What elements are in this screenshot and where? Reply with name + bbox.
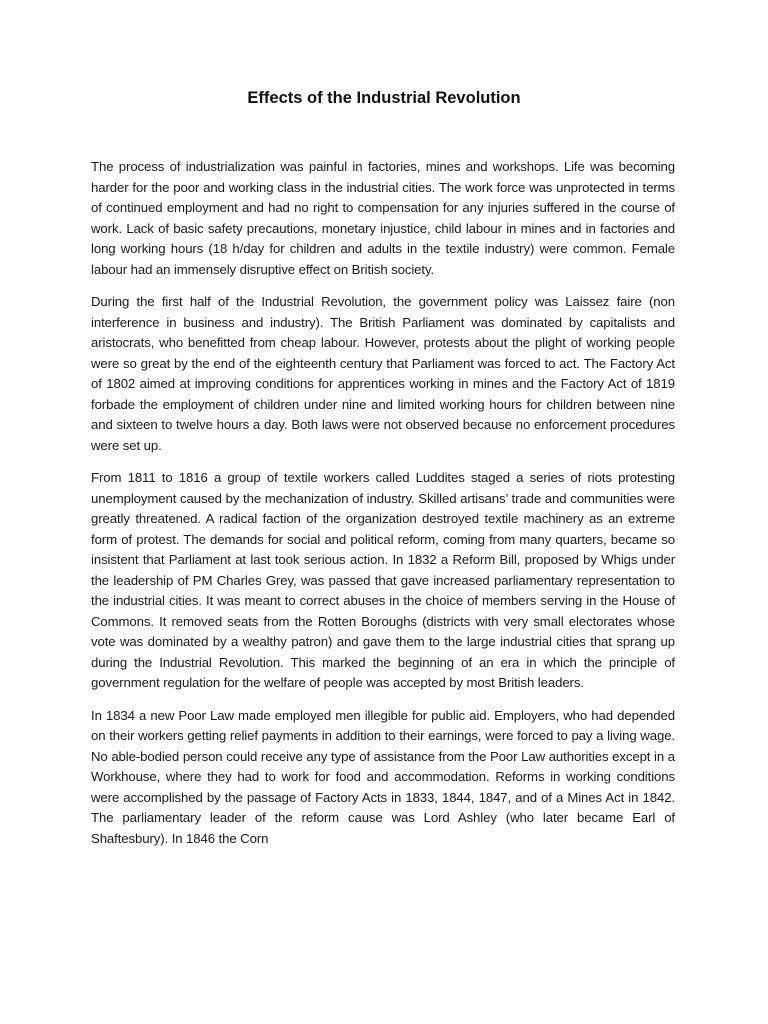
paragraph-3: From 1811 to 1816 a group of textile workers called Luddites staged a series of riots protesting unemployment caused by the mechanization of industry. Skilled artisans’ trade and communities were greatly threatened. A radical faction of the organization destroyed textile machinery as an extreme form of protest. The demands for social and political reform, coming from many quarters, became so insistent that Parliament at last took serious action. In 1832 a Reform Bill, proposed by Whigs under the leadership of PM Charles Grey, was passed that gave increased parliamentary representation to the industrial cities. It was meant to correct abuses in the choice of members serving in the House of Commons. It removed seats from the Rotten Boroughs (districts with very small electorates whose vote was dominated by a wealthy patron) and gave them to the large industrial cities that sprang up during the Industrial Revolution. This marked the beginning of an era in which the principle of government regulation for the welfare of people was accepted by most British leaders. [91, 470, 675, 690]
document-title: Effects of the Industrial Revolution [247, 89, 521, 107]
document-body [91, 157, 675, 861]
paragraph-1: The process of industrialization was painful in factories, mines and workshops. Life was becoming harder for the poor and working class in the industrial cities. The work force was unprotected in terms of continued employment and had no right to compensation for any injuries suffered in the course of work. Lack of basic safety precautions, monetary injustice, child labour in mines and in factories and long working hours (18 h/day for children and adults in the textile industry) were common. Female labour had an immensely disruptive effect on British society. [91, 159, 675, 277]
paragraph-4: In 1834 a new Poor Law made employed men illegible for public aid. Employers, who had depended on their workers getting relief payments in addition to their earnings, were forced to pay a living wage. No able-bodied person could receive any type of assistance from the Poor Law authorities except in a Workhouse, where they had to work for food and accommodation. Reforms in working conditions were accomplished by the passage of Factory Acts in 1833, 1844, 1847, and of a Mines Act in 1842. The parliamentary leader of the reform cause was Lord Ashley (who later became Earl of Shaftesbury). In 1846 the Corn [91, 707, 675, 846]
paragraph-2: During the first half of the Industrial Revolution, the government policy was Laissez faire (non interference in business and industry). The British Parliament was dominated by capitalists and aristocrats, who benefitted from cheap labour. However, protests about the plight of working people were so great by the end of the eighteenth century that Parliament was forced to act. The Factory Act of 1802 aimed at improving conditions for apprentices working in mines and the Factory Act of 1819 forbade the employment of children under nine and limited working hours for children between nine and sixteen to twelve hours a day. Both laws were not observed because no enforcement procedures were set up. [91, 294, 675, 453]
